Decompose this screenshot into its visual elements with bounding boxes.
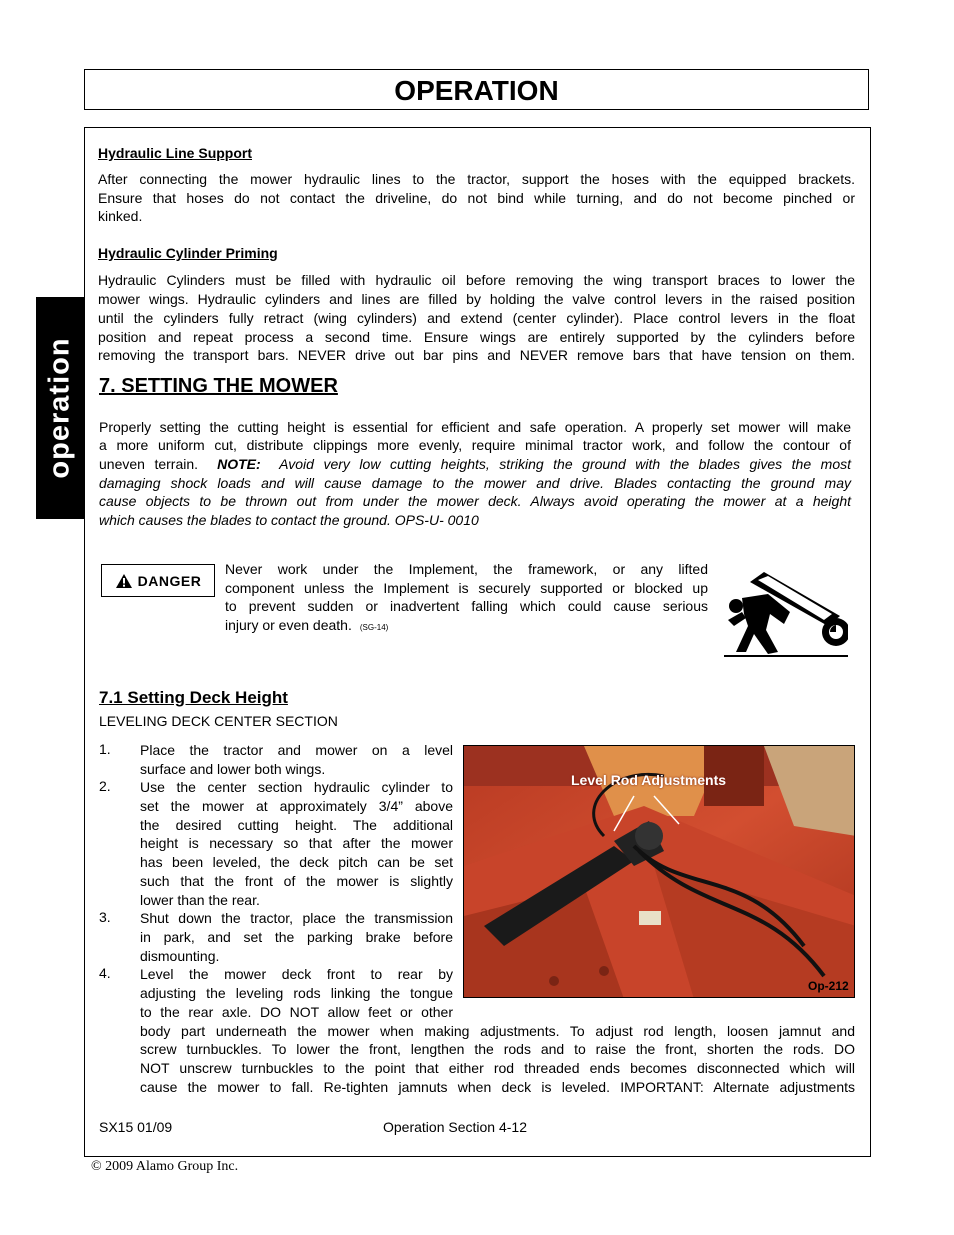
list-line: to the rear axle. DO NOT allow feet or other: [140, 1004, 453, 1020]
paragraph-line: until the cylinders fully retract (wing cylinders) and extend (center cylinder). Place control levers in the float: [98, 310, 855, 326]
list-line: Place the tractor and mower on a level: [140, 742, 453, 758]
section-heading-setting: 7. SETTING THE MOWER: [99, 375, 338, 397]
list-line: lower than the rear.: [140, 892, 260, 908]
paragraph-line: position and repeat process a second time. Ensure wings are entirely supported by the cylinders before: [98, 329, 855, 345]
danger-line: to prevent sudden or inadvertent falling which could cause serious: [225, 598, 708, 614]
danger-line: [225, 616, 708, 638]
paragraph-line: After connecting the mower hydraulic lines to the tractor, support the hoses with the equipped brackets.: [98, 171, 855, 187]
list-line: set the mower at approximately 3/4” above: [140, 798, 453, 814]
warning-triangle-icon: [115, 573, 133, 589]
side-tab-label: operation: [43, 337, 76, 479]
paragraph-line: Properly setting the cutting height is essential for efficient and safe operation. A properly set mower will make: [99, 419, 851, 435]
hydraulic-line-heading: Hydraulic Line Support: [98, 145, 253, 161]
danger-code: (SG-14): [359, 623, 389, 632]
list-line: adjusting the leveling rods linking the tongue: [140, 985, 453, 1001]
list-number: 1.: [99, 741, 111, 757]
danger-label: DANGER: [137, 572, 202, 589]
paragraph-line: mower wings. Hydraulic cylinders and lines are filled by holding the valve control levers in the raised position: [98, 291, 855, 307]
list-line: NOT unscrew turnbuckles to the point that either rod threaded ends becomes disconnected which will: [140, 1060, 855, 1076]
list-line: body part underneath the mower when making adjustments. To adjust rod length, loosen jamnut and: [140, 1023, 855, 1039]
subsection-heading-deck-height: 7.1 Setting Deck Height: [99, 688, 288, 707]
paragraph-line: which causes the blades to contact the ground. OPS-U- 0010: [99, 512, 479, 528]
paragraph-line: removing the transport bars. NEVER drive out bar pins and NEVER remove bars that have tension on them.: [98, 347, 855, 363]
footer-section: Operation Section 4-12: [383, 1119, 527, 1135]
danger-line: component unless the Implement is securely supported or blocked up: [225, 580, 708, 596]
photo-callout-label: Level Rod Adjustments: [571, 772, 727, 788]
list-line: has been leveled, the deck pitch can be set: [140, 854, 453, 870]
paragraph-line: kinked.: [98, 208, 143, 224]
crushing-hazard-pictogram: [724, 568, 848, 658]
list-number: 2.: [99, 778, 111, 794]
list-number: 4.: [99, 965, 111, 981]
list-line: the desired cutting height. The additional: [140, 817, 453, 833]
side-tab: [36, 297, 84, 519]
paragraph-line: damaging shock loads and will cause damage to the mower and drive. Blades contacting the ground may: [99, 475, 851, 491]
list-line: cause the mower to fall. Re-tighten jamnuts when deck is leveled. IMPORTANT: Alternate adjustments: [140, 1079, 855, 1095]
photo-code: Op-212: [808, 979, 849, 993]
copyright: © 2009 Alamo Group Inc.: [91, 1159, 239, 1174]
list-line: surface and lower both wings.: [140, 761, 326, 777]
subsection-caption: LEVELING DECK CENTER SECTION: [99, 713, 338, 729]
paragraph-line: [99, 455, 851, 474]
note-text: Avoid very low cutting heights, striking the ground with the blades gives the most: [260, 456, 851, 472]
paragraph-line: Ensure that hoses do not contact the driveline, do not bind while turning, and do not become pinched or: [98, 190, 855, 206]
note-label: NOTE:: [217, 456, 261, 472]
paragraph-line: a more uniform cut, distribute clippings more evenly, require minimal tractor work, and follow the contour of: [99, 437, 851, 453]
list-line: screw turnbuckles. To lower the front, lengthen the rods and to raise the front, shorten the rods. DO: [140, 1041, 855, 1057]
danger-last-line: injury or even death.: [225, 617, 352, 633]
list-line: in park, and set the parking brake before: [140, 929, 453, 945]
footer-model-date: SX15 01/09: [99, 1119, 173, 1135]
paragraph-line: Hydraulic Cylinders must be filled with hydraulic oil before removing the wing transport braces to lower the: [98, 272, 855, 288]
list-line: Use the center section hydraulic cylinder to: [140, 779, 453, 795]
list-line: dismounting.: [140, 948, 220, 964]
page-title: OPERATION: [84, 69, 869, 110]
list-line: Level the mower deck front to rear by: [140, 966, 453, 982]
line-text: uneven terrain.: [99, 456, 218, 472]
danger-line: Never work under the Implement, the framework, or any lifted: [225, 561, 708, 577]
list-number: 3.: [99, 909, 111, 925]
paragraph-line: cause objects to be thrown out from under the mower deck. Always avoid operating the mower at a height: [99, 493, 851, 509]
cylinder-priming-heading: Hydraulic Cylinder Priming: [98, 245, 278, 261]
list-line: such that the front of the mower is slightly: [140, 873, 453, 889]
danger-badge: [101, 564, 215, 597]
list-line: height is necessary so that after the mower: [140, 835, 453, 851]
list-line: Shut down the tractor, place the transmission: [140, 910, 453, 926]
